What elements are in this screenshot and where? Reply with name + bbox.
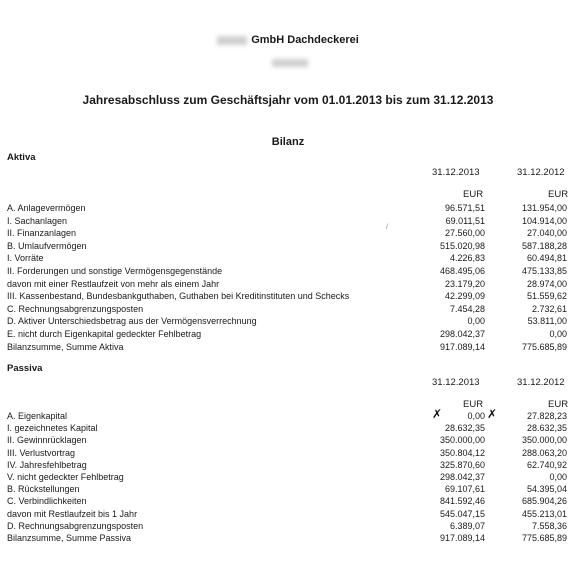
aktiva-title: Aktiva [7, 152, 36, 163]
row-label: E. nicht durch Eigenkapital gedeckter Fehlbetrag [7, 329, 202, 339]
row-value-current: 325.870,60 [439, 459, 485, 470]
row-value-current: 69.011,51 [445, 215, 485, 226]
table-row [7, 265, 567, 277]
row-value-current: 841.592,46 [439, 496, 485, 507]
row-value-previous: 288.063,20 [521, 447, 567, 458]
row-label: D. Aktiver Unterschiedsbetrag aus der Vermögensverrechnung [7, 316, 257, 327]
company-name-text: GmbH Dachdeckerei [251, 34, 359, 46]
table-row [7, 278, 567, 290]
row-value-current: 96.571,51 [444, 203, 485, 213]
table-row [7, 508, 567, 520]
row-value-previous: 104.914,00 [521, 215, 567, 226]
redacted-city [272, 59, 308, 67]
row-label: C. Rechnungsabgrenzungsposten [7, 303, 144, 314]
row-value-previous: 131.954,00 [521, 203, 567, 213]
row-label: davon mit Restlaufzeit bis 1 Jahr [7, 508, 138, 519]
row-label: III. Kassenbestand, Bundesbankguthaben, Guthaben bei Kreditinstituten und Schecks [7, 291, 350, 302]
row-value-previous: 27.828,23 [526, 411, 567, 421]
passiva-col1-date: 31.12.2013 [432, 377, 480, 388]
row-label: II. Gewinnrücklagen [7, 435, 87, 446]
row-value-current: 23.179,20 [444, 278, 485, 289]
row-label: Bilanzsumme, Summe Aktiva [7, 341, 124, 352]
row-value-current: 0,00 [467, 316, 485, 327]
row-value-current: 6.389,07 [449, 520, 485, 531]
bilanz-title: Bilanz [271, 136, 305, 148]
row-value-current: 350.000,00 [439, 435, 485, 446]
table-row [7, 471, 567, 483]
document-heading: Jahresabschluss zum Geschäftsjahr vom 01.01.2013 bis zum 31.12.2013 [82, 93, 494, 107]
table-row [7, 459, 567, 471]
row-value-current: 4.226,83 [449, 253, 485, 264]
table-row [7, 252, 567, 264]
row-label: Bilanzsumme, Summe Passiva [7, 533, 132, 543]
table-row [7, 434, 567, 446]
row-label: D. Rechnungsabgrenzungsposten [7, 520, 144, 531]
row-value-previous: 51.559,62 [526, 291, 567, 302]
row-label: davon mit einer Restlaufzeit von mehr als einem Jahr [7, 278, 220, 289]
row-value-previous: 475.133,85 [521, 266, 567, 276]
passiva-col2-unit: EUR [548, 399, 569, 410]
row-value-current: 515.020,98 [439, 240, 485, 251]
table-row [7, 290, 567, 302]
company-name [0, 34, 576, 46]
table-row [7, 303, 567, 315]
row-label: III. Verlustvortrag [7, 447, 76, 458]
row-value-current: 298.042,37 [439, 329, 485, 339]
table-row [7, 215, 567, 227]
row-value-previous: 62.740,92 [526, 459, 567, 470]
aktiva-col2-date: 31.12.2012 [517, 167, 565, 178]
row-value-previous: 28.974,00 [526, 278, 567, 289]
aktiva-col1-date: 31.12.2013 [432, 167, 480, 178]
handwritten-cross-icon: ✗ [487, 407, 498, 421]
row-value-previous: 685.904,26 [521, 496, 567, 507]
row-value-previous: 2.732,61 [531, 303, 567, 314]
table-row [7, 410, 567, 422]
row-value-previous: 775.685,89 [521, 533, 567, 543]
row-value-previous: 775.685,89 [521, 341, 567, 352]
row-label: IV. Jahresfehlbetrag [7, 459, 87, 470]
row-label: II. Forderungen und sonstige Vermögensgegenstände [7, 266, 223, 276]
row-value-current: 545.047,15 [439, 508, 485, 519]
row-label: II. Finanzanlagen [7, 228, 77, 239]
row-value-current: 69.107,61 [444, 484, 485, 495]
row-value-current: 917.089,14 [439, 533, 485, 543]
handwritten-cross-icon: ✗ [432, 407, 443, 421]
table-row [7, 202, 567, 214]
row-label: I. Vorräte [7, 253, 44, 264]
aktiva-col2-unit: EUR [548, 189, 569, 200]
row-value-previous: 7.558,36 [531, 520, 567, 531]
row-label: B. Rückstellungen [7, 484, 80, 495]
table-row [7, 315, 567, 327]
pen-tick-mark: / [386, 224, 388, 231]
row-value-previous: 350.000,00 [521, 435, 567, 446]
row-value-previous: 53.811,00 [527, 316, 567, 327]
redacted-name [217, 36, 247, 45]
row-value-current: 468.495,06 [439, 266, 485, 276]
row-label: C. Verbindlichkeiten [7, 496, 87, 507]
row-value-current: 42.299,09 [444, 291, 485, 302]
row-label: I. gezeichnetes Kapital [7, 423, 98, 434]
row-value-current: 27.560,00 [444, 228, 485, 239]
row-value-current: 917.089,14 [439, 341, 485, 352]
table-row [7, 240, 567, 252]
row-label: I. Sachanlagen [7, 215, 68, 226]
row-value-current: 0,00 [467, 411, 485, 421]
row-label: B. Umlaufvermögen [7, 240, 87, 251]
row-value-current: 350.804,12 [439, 447, 485, 458]
row-value-previous: 60.494,81 [526, 253, 567, 264]
table-row [7, 422, 567, 434]
table-row [7, 532, 567, 544]
row-value-previous: 28.632,35 [526, 423, 567, 434]
row-label: A. Anlagevermögen [7, 203, 86, 213]
passiva-col1-unit: EUR [463, 399, 484, 410]
row-label: V. nicht gedeckter Fehlbetrag [7, 472, 124, 482]
table-row [7, 447, 567, 459]
row-value-previous: 455.213,01 [521, 508, 567, 519]
row-value-current: 28.632,35 [444, 423, 485, 434]
table-row [7, 328, 567, 340]
row-value-current: 298.042,37 [439, 472, 485, 482]
row-value-previous: 0,00 [549, 329, 567, 339]
row-value-previous: 587.188,28 [521, 240, 567, 251]
table-row [7, 341, 567, 353]
row-value-previous: 54.395,04 [526, 484, 567, 495]
passiva-col2-date: 31.12.2012 [517, 377, 565, 388]
aktiva-col1-unit: EUR [463, 189, 484, 200]
table-row [7, 227, 567, 239]
table-row [7, 495, 567, 507]
table-row [7, 520, 567, 532]
row-value-previous: 27.040,00 [526, 228, 567, 239]
row-label: A. Eigenkapital [7, 411, 68, 421]
table-row [7, 483, 567, 495]
row-value-previous: 0,00 [549, 472, 567, 482]
passiva-title: Passiva [7, 363, 43, 374]
row-value-current: 7.454,28 [449, 303, 485, 314]
